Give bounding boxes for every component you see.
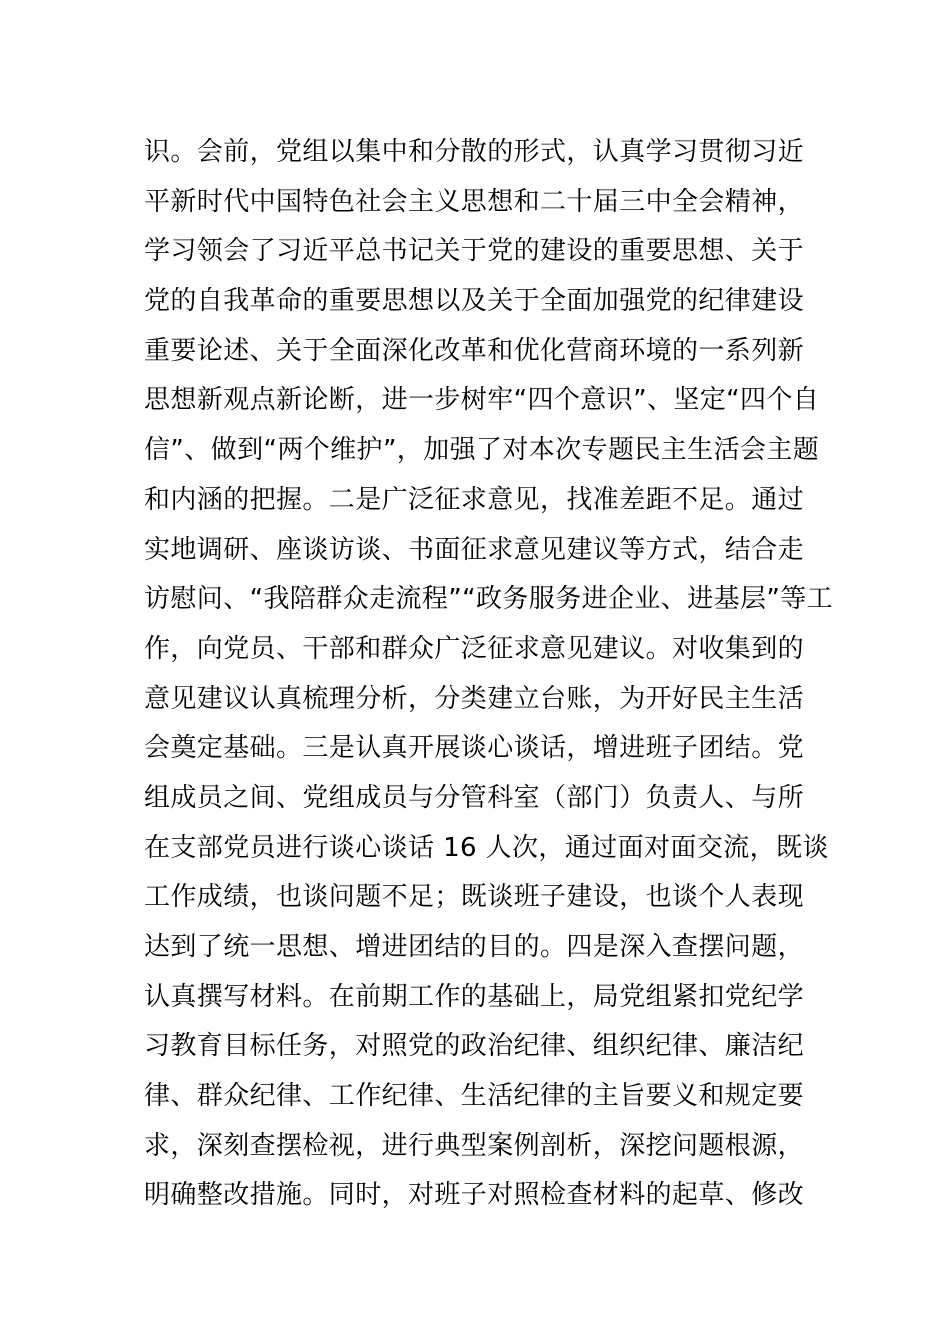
text-line: 思想新观点新论断，进一步树牢“四个意识”、坚定“四个自 xyxy=(144,385,820,416)
text-line: 信”、做到“两个维护”，加强了对本次专题民主生活会主题 xyxy=(144,435,820,466)
text-line: 组成员之间、党组成员与分管科室（部门）负责人、与所 xyxy=(144,782,805,813)
text-line: 求，深刻查摆检视，进行典型案例剖析，深挖问题根源， xyxy=(144,1130,805,1161)
text-line: 平新时代中国特色社会主义思想和二十届三中全会精神， xyxy=(144,186,805,217)
text-line: 认真撰写材料。在前期工作的基础上，局党组紧扣党纪学 xyxy=(144,981,805,1012)
text-line: 重要论述、关于全面深化改革和优化营商环境的一系列新 xyxy=(144,335,805,366)
text-line: 和内涵的把握。二是广泛征求意见，找准差距不足。通过 xyxy=(144,484,805,515)
text-line: 律、群众纪律、工作纪律、生活纪律的主旨要义和规定要 xyxy=(144,1081,805,1112)
text-line: 工作成绩，也谈问题不足；既谈班子建设，也谈个人表现 xyxy=(144,882,805,913)
text-line: 作，向党员、干部和群众广泛征求意见建议。对收集到的 xyxy=(144,633,805,664)
body-text xyxy=(144,128,834,1221)
text-line: 识。会前，党组以集中和分散的形式，认真学习贯彻习近 xyxy=(144,137,805,167)
text-line: 学习领会了习近平总书记关于党的建设的重要思想、关于 xyxy=(144,236,805,267)
text-line: 意见建议认真梳理分析，分类建立台账，为开好民主生活 xyxy=(144,683,805,714)
text-line: 会奠定基础。三是认真开展谈心谈话，增进班子团结。党 xyxy=(144,733,805,764)
text-line: 明确整改措施。同时，对班子对照检查材料的起草、修改 xyxy=(144,1180,805,1211)
text-line: 达到了统一思想、增进团结的目的。四是深入查摆问题， xyxy=(144,932,805,962)
text-line: 访慰问、“我陪群众走流程”“政务服务进企业、进基层”等工 xyxy=(144,584,834,615)
text-line: 在支部党员进行谈心谈话 16 人次，通过面对面交流，既谈 xyxy=(144,832,829,863)
text-line: 习教育目标任务，对照党的政治纪律、组织纪律、廉洁纪 xyxy=(144,1031,805,1062)
text-line: 党的自我革命的重要思想以及关于全面加强党的纪律建设 xyxy=(144,286,805,317)
text-line: 实地调研、座谈访谈、书面征求意见建议等方式，结合走 xyxy=(144,534,805,565)
